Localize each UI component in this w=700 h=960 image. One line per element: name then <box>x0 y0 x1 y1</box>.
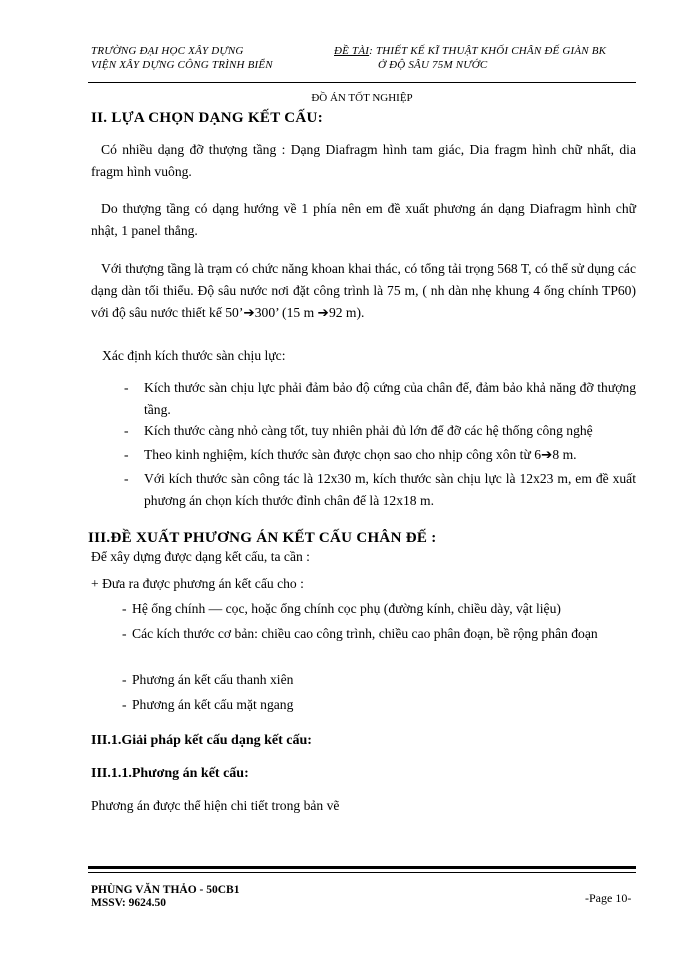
section-2-para-2: Do thượng tầng có dạng hướng về 1 phía nên em đề xuất phương án dạng Diafragm hình chữ nhật, 1 panel thẳng. <box>91 201 636 238</box>
bullet-dash: - <box>122 626 127 641</box>
list-item <box>124 420 636 442</box>
doc-type: ĐỒ ÁN TỐT NGHIỆP <box>311 92 413 104</box>
bullet-dash: - <box>124 423 129 438</box>
list-item <box>124 444 636 466</box>
topic-line-2: Ở ĐỘ SÂU 75M NƯỚC <box>378 59 488 71</box>
list-item-text: Các kích thước cơ bản: chiều cao công trình, chiều cao phân đoạn, bề rộng phân đoạn <box>132 626 598 641</box>
list-item <box>124 468 636 512</box>
section-3-plus-line: + Đưa ra được phương án kết cấu cho : <box>91 576 304 591</box>
list-item-text: Theo kinh nghiệm, kích thước sàn được chọn sao cho nhịp công xôn từ 6➔8 m. <box>144 447 577 462</box>
list-item-text: Phương án kết cấu mặt ngang <box>132 697 294 712</box>
list-item <box>124 377 636 421</box>
bullet-dash: - <box>122 601 127 616</box>
list-item-text: Kích thước càng nhỏ càng tốt, tuy nhiên phải đủ lớn để đỡ các hệ thống công nghệ <box>144 423 593 438</box>
section-2-para-1: Có nhiều dạng đỡ thượng tầng : Dạng Diafragm hình tam giác, Dia fragm hình chữ nhất, dia fragm hình vuông. <box>91 142 636 179</box>
bullet-dash: - <box>124 471 129 486</box>
list-item-text: Phương án kết cấu thanh xiên <box>132 672 294 687</box>
page-number: -Page 10- <box>585 891 632 905</box>
author-name: PHÙNG VĂN THẢO - 50CB1 <box>91 884 240 896</box>
topic-line-1 <box>334 44 606 58</box>
subsection-3-1-1-text: Phương án được thể hiện chi tiết trong bản vẽ <box>91 798 340 813</box>
subsection-3-1-title: III.1.Giải pháp kết cấu dạng kết cấu: <box>91 733 312 748</box>
topic-label: ĐỀ TÀI <box>334 45 370 57</box>
footer-rule <box>88 866 636 873</box>
bullet-dash: - <box>124 447 129 462</box>
list-item <box>122 598 636 620</box>
topic-text: : THIẾT KẾ KĨ THUẬT KHỐI CHÂN ĐẾ GIÀN BK <box>369 45 607 57</box>
section-2-para-3: Với thượng tầng là trạm có chức năng khoan khai thác, có tổng tải trọng 568 T, có thể sử dụng các dạng dàn tối thiểu. Độ sâu nước nơi đặt công trình là 75 m, ( nh dàn nhẹ khung 4 ống chính TP60) với độ sâu nước thiết kế 50’➔300’ (15 m ➔92 m). <box>91 261 636 320</box>
header-rule <box>88 82 636 83</box>
section-2-para-4: Xác định kích thước sàn chịu lực: <box>102 348 286 363</box>
list-item-text: Hệ ống chính — cọc, hoặc ống chính cọc phụ (đường kính, chiều dày, vật liệu) <box>132 601 561 616</box>
list-item <box>122 694 636 716</box>
section-3-intro: Để xây dựng được dạng kết cấu, ta cần : <box>91 549 310 564</box>
list-item <box>122 623 636 667</box>
list-item-text: Với kích thước sàn công tác là 12x30 m, kích thước sàn chịu lực là 12x23 m, em đề xuất phương án chọn kích thước đỉnh chân đế là 12x18 m. <box>144 471 636 508</box>
section-3-title: III.ĐỀ XUẤT PHƯƠNG ÁN KẾT CẤU CHÂN ĐẾ : <box>88 530 437 546</box>
student-id: MSSV: 9624.50 <box>91 897 166 909</box>
bullet-dash: - <box>122 697 127 712</box>
school-name: TRƯỜNG ĐẠI HỌC XÂY DỰNG <box>91 45 244 57</box>
bullet-dash: - <box>124 380 129 395</box>
list-item-text: Kích thước sàn chịu lực phải đảm bảo độ cứng của chân đế, đảm bảo khả năng đỡ thượng tầng. <box>144 380 636 417</box>
subsection-3-1-1-title: III.1.1.Phương án kết cấu: <box>91 766 249 781</box>
bullet-dash: - <box>122 672 127 687</box>
section-2-title: II. LỰA CHỌN DẠNG KẾT CẤU: <box>91 110 323 126</box>
list-item <box>122 669 636 691</box>
institute-name: VIỆN XÂY DỰNG CÔNG TRÌNH BIỂN <box>91 59 273 71</box>
